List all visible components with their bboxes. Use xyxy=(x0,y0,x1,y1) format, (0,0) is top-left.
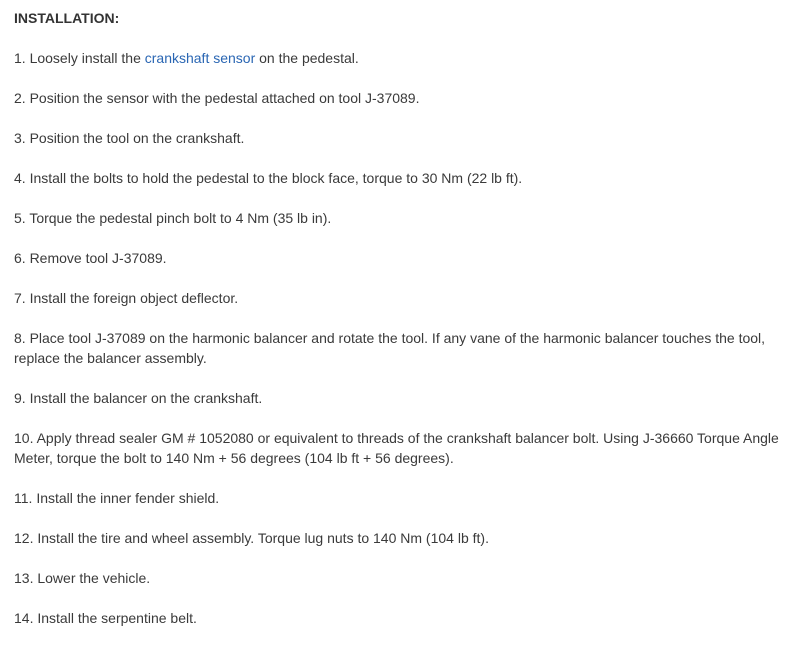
step-14: 14. Install the serpentine belt. xyxy=(14,610,197,626)
step-11: 11. Install the inner fender shield. xyxy=(14,490,220,506)
section-heading: INSTALLATION: xyxy=(14,10,120,26)
step-3: 3. Position the tool on the crankshaft. xyxy=(14,130,245,146)
step-4: 4. Install the bolts to hold the pedestal to the block face, torque to 30 Nm (22 lb ft). xyxy=(14,170,523,186)
step-1 xyxy=(14,48,781,68)
crankshaft-sensor-link[interactable]: crankshaft sensor xyxy=(144,50,256,66)
step-10: 10. Apply thread sealer GM # 1052080 or equivalent to threads of the crankshaft balancer bolt. Using J-36660 Torque Angle Meter, torque the bolt to 140 Nm + 56 degrees (104 lb ft + 56 degrees). xyxy=(14,430,779,466)
step-1-prefix: 1. Loosely install the xyxy=(14,50,145,66)
step-2: 2. Position the sensor with the pedestal attached on tool J-37089. xyxy=(14,90,420,106)
step-13: 13. Lower the vehicle. xyxy=(14,570,151,586)
installation-steps xyxy=(14,48,781,628)
step-1-suffix: on the pedestal. xyxy=(255,50,359,66)
step-7: 7. Install the foreign object deflector. xyxy=(14,290,239,306)
step-9: 9. Install the balancer on the crankshaft. xyxy=(14,390,263,406)
step-5: 5. Torque the pedestal pinch bolt to 4 Nm (35 lb in). xyxy=(14,210,332,226)
step-6: 6. Remove tool J-37089. xyxy=(14,250,167,266)
step-8: 8. Place tool J-37089 on the harmonic balancer and rotate the tool. If any vane of the harmonic balancer touches the tool, replace the balancer assembly. xyxy=(14,330,766,366)
step-12: 12. Install the tire and wheel assembly. Torque lug nuts to 140 Nm (104 lb ft). xyxy=(14,530,489,546)
